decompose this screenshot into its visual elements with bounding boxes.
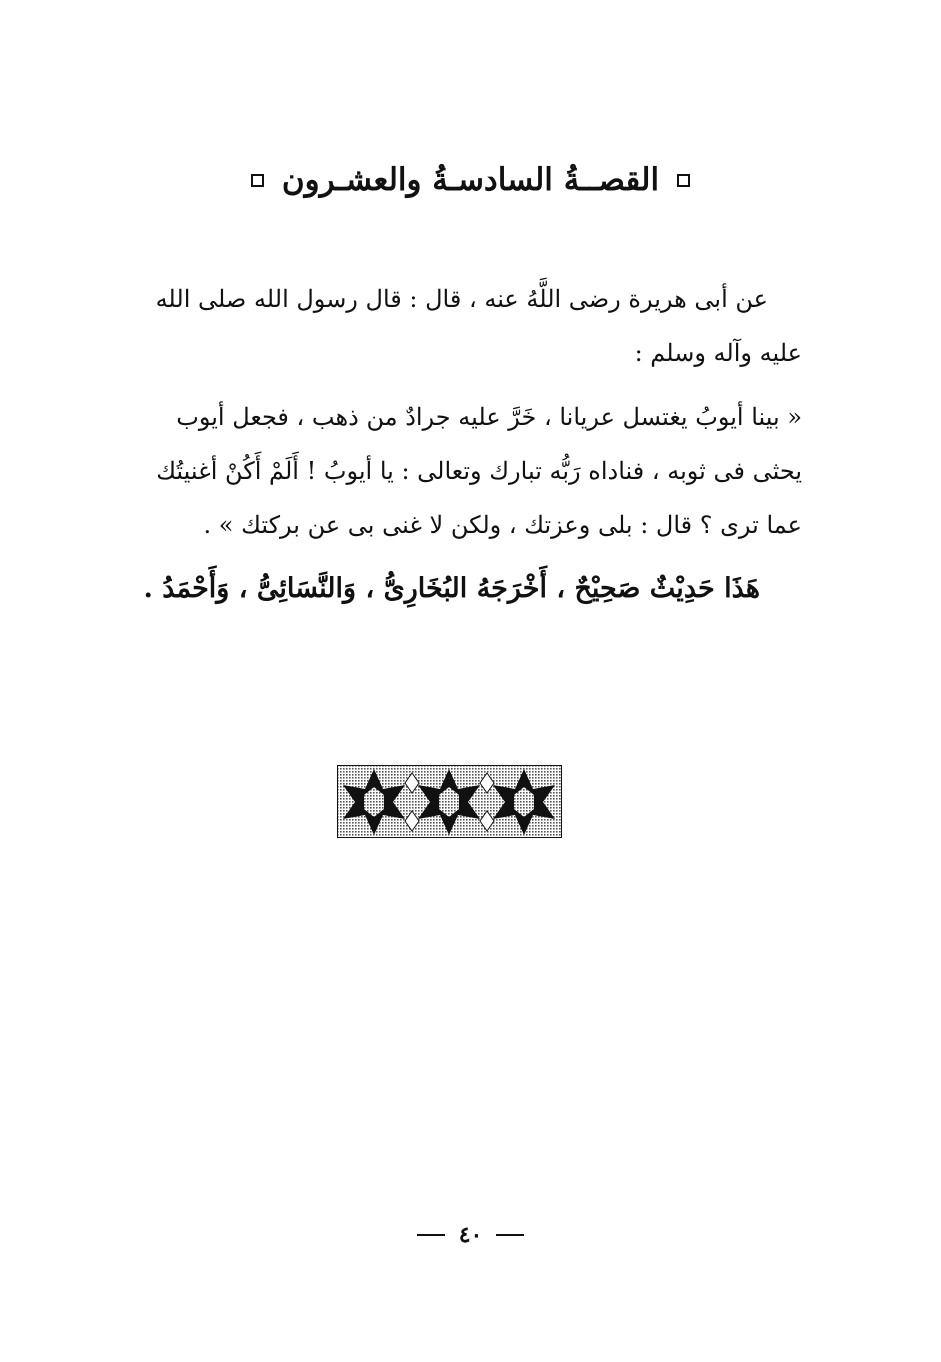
footer-dash bbox=[496, 1234, 524, 1236]
story-heading bbox=[0, 162, 941, 198]
hadith-line-2: يحثى فى ثوبه ، فناداه رَبُّه تبارك وتعالى : يا أيوبُ ! أَلَمْ أَكُنْ أغنيتُك bbox=[156, 457, 802, 485]
narration-line-1: عن أبى هريرة رضى اللَّهُ عنه ، قال : قال رسول الله صلى الله bbox=[155, 285, 768, 313]
page-number: ٤٠ bbox=[458, 1222, 483, 1248]
page-footer bbox=[0, 1222, 941, 1248]
hadith-paragraph bbox=[108, 390, 802, 552]
narration-line-2: عليه وآله وسلم : bbox=[634, 339, 802, 367]
footer-dash bbox=[417, 1234, 445, 1236]
story-title: القصــةُ السادسـةُ والعشـرون bbox=[281, 162, 660, 198]
hadith-line-3: عما ترى ؟ قال : بلى وعزتك ، ولكن لا غنى بى عن بركتك » . bbox=[203, 511, 802, 539]
geometric-ornament bbox=[337, 765, 562, 838]
square-bullet-icon bbox=[251, 174, 264, 187]
narration-paragraph bbox=[108, 272, 802, 380]
hadith-grading: هَذَا حَدِيْثٌ صَحِيْحٌ ، أَخْرَجَهُ البُخَارِىُّ ، وَالنَّسَائِىُّ ، وَأَحْمَدُ . bbox=[143, 573, 760, 604]
hadith-line-1: « بينا أيوبُ يغتسل عريانا ، خَرَّ عليه جرادٌ من ذهب ، فجعل أيوب bbox=[176, 403, 802, 431]
square-bullet-icon bbox=[677, 174, 690, 187]
